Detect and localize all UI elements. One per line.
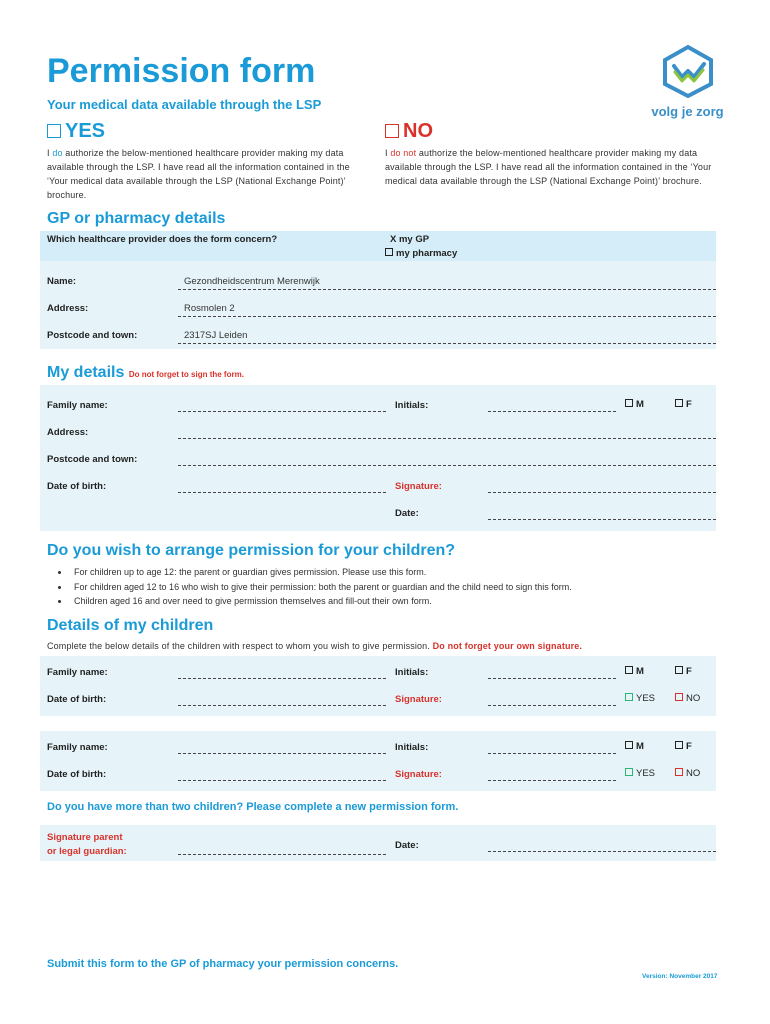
yes-checkbox[interactable] bbox=[625, 768, 633, 776]
gp-question: Which healthcare provider does the form concern? bbox=[47, 234, 278, 245]
no-highlight: do not bbox=[390, 148, 417, 158]
gp-address-label: Address: bbox=[47, 303, 89, 314]
my-details-heading-row bbox=[47, 364, 244, 382]
child-2-yes[interactable]: YES bbox=[625, 768, 655, 779]
m-checkbox[interactable] bbox=[625, 741, 633, 749]
children-heading: Details of my children bbox=[47, 617, 214, 634]
sign-reminder: Do not forget to sign the form. bbox=[128, 370, 244, 379]
f-checkbox[interactable] bbox=[675, 666, 683, 674]
children-rule: • Children aged 16 and over need to give permission themselves and fill-out their own form. bbox=[70, 594, 727, 609]
child-2-gender-m[interactable]: M bbox=[625, 741, 644, 752]
child-2-initials-input[interactable] bbox=[488, 752, 616, 754]
my-date-input[interactable] bbox=[488, 518, 716, 520]
gp-name-line bbox=[178, 288, 716, 290]
child-2-signature-input[interactable] bbox=[488, 779, 616, 781]
child-1-no[interactable]: NO bbox=[675, 693, 700, 704]
my-gender-f[interactable]: F bbox=[675, 399, 692, 410]
logo-text: volg je zorg bbox=[651, 104, 724, 119]
child-1-family-label: Family name: bbox=[47, 667, 108, 678]
child-1-gender-m[interactable]: M bbox=[625, 666, 644, 677]
my-address-label: Address: bbox=[47, 427, 89, 438]
my-address-input[interactable] bbox=[178, 437, 716, 439]
no-checkbox[interactable] bbox=[385, 124, 399, 138]
guardian-signature-input[interactable] bbox=[178, 853, 386, 855]
consent-no-option[interactable] bbox=[385, 120, 433, 143]
option-pharmacy[interactable]: my pharmacy bbox=[385, 248, 457, 259]
my-gender-m[interactable]: M bbox=[625, 399, 644, 410]
more-children-note: Do you have more than two children? Please complete a new permission form. bbox=[47, 801, 459, 813]
child-2-family-input[interactable] bbox=[178, 752, 386, 754]
gp-address-line bbox=[178, 315, 716, 317]
gp-heading: GP or pharmacy details bbox=[47, 210, 226, 227]
my-family-input[interactable] bbox=[178, 410, 386, 412]
my-dob-input[interactable] bbox=[178, 491, 386, 493]
child-1-signature-input[interactable] bbox=[488, 704, 616, 706]
child-1-initials-label: Initials: bbox=[395, 667, 429, 678]
no-checkbox[interactable] bbox=[675, 693, 683, 701]
guardian-panel bbox=[40, 825, 716, 861]
child-1-yes[interactable]: YES bbox=[625, 693, 655, 704]
guardian-date-input[interactable] bbox=[488, 850, 716, 852]
gp-postcode-line bbox=[178, 342, 716, 344]
consent-no-text: I do not authorize the below-mentioned healthcare provider making my data available through the LSP. I have read all the information contained in the ‘Your medical data available through the LSP (National Exchange Point)’ brochure. bbox=[385, 148, 712, 186]
gp-address-value[interactable]: Rosmolen 2 bbox=[184, 303, 235, 314]
child-2-gender-f[interactable]: F bbox=[675, 741, 692, 752]
my-details-heading: My details bbox=[47, 364, 125, 381]
logo bbox=[650, 44, 725, 119]
gp-details-panel bbox=[40, 261, 716, 349]
yes-label: YES bbox=[65, 120, 106, 142]
children-intro-warning: Do not forget your own signature. bbox=[432, 641, 583, 651]
children-rules-list bbox=[47, 565, 727, 609]
my-details-panel bbox=[40, 385, 716, 531]
guardian-date-label: Date: bbox=[395, 840, 419, 851]
child-1-dob-input[interactable] bbox=[178, 704, 386, 706]
children-question-heading: Do you wish to arrange permission for your children? bbox=[47, 542, 456, 559]
m-checkbox[interactable] bbox=[625, 666, 633, 674]
page-subtitle: Your medical data available through the LSP bbox=[47, 97, 322, 112]
f-checkbox[interactable] bbox=[675, 741, 683, 749]
yes-highlight: do bbox=[52, 148, 63, 158]
page-title: Permission form bbox=[47, 52, 316, 90]
child-2-initials-label: Initials: bbox=[395, 742, 429, 753]
my-initials-label: Initials: bbox=[395, 400, 429, 411]
no-checkbox[interactable] bbox=[675, 768, 683, 776]
child-2-signature-label: Signature: bbox=[395, 769, 442, 780]
volg-je-zorg-logo-icon bbox=[658, 44, 718, 98]
child-2-no[interactable]: NO bbox=[675, 768, 700, 779]
option-gp[interactable]: X my GP bbox=[390, 234, 430, 245]
my-signature-input[interactable] bbox=[488, 491, 716, 493]
submit-instruction: Submit this form to the GP of pharmacy your permission concerns. bbox=[47, 958, 399, 970]
my-date-label: Date: bbox=[395, 508, 419, 519]
pharmacy-checkbox[interactable] bbox=[385, 248, 393, 256]
my-signature-label: Signature: bbox=[395, 481, 442, 492]
guardian-signature-label: Signature parent or legal guardian: bbox=[47, 832, 127, 857]
yes-checkbox[interactable] bbox=[47, 124, 61, 138]
gp-postcode-label: Postcode and town: bbox=[47, 330, 138, 341]
child-1-initials-input[interactable] bbox=[488, 677, 616, 679]
my-family-label: Family name: bbox=[47, 400, 108, 411]
my-dob-label: Date of birth: bbox=[47, 481, 107, 492]
children-rule: • For children aged 12 to 16 who wish to give their permission: both the parent or guardian and the child need to sign this form. bbox=[70, 580, 727, 595]
gp-name-label: Name: bbox=[47, 276, 77, 287]
child-1-family-input[interactable] bbox=[178, 677, 386, 679]
child-2-dob-input[interactable] bbox=[178, 779, 386, 781]
child-2-family-label: Family name: bbox=[47, 742, 108, 753]
child-1-signature-label: Signature: bbox=[395, 694, 442, 705]
my-postcode-label: Postcode and town: bbox=[47, 454, 138, 465]
child-2-dob-label: Date of birth: bbox=[47, 769, 107, 780]
children-rule: • For children up to age 12: the parent or guardian gives permission. Please use this form. bbox=[70, 565, 727, 580]
child-1-dob-label: Date of birth: bbox=[47, 694, 107, 705]
yes-checkbox[interactable] bbox=[625, 693, 633, 701]
my-initials-input[interactable] bbox=[488, 410, 616, 412]
no-label: NO bbox=[403, 120, 433, 142]
child-2-panel bbox=[40, 731, 716, 791]
gp-name-value[interactable]: Gezondheidscentrum Merenwijk bbox=[184, 276, 320, 287]
m-checkbox[interactable] bbox=[625, 399, 633, 407]
consent-yes-text: I do authorize the below-mentioned healthcare provider making my data available through the LSP. I have read all the information contained in the ‘Your medical data available through the LSP (National Exchange Point)’ brochure. bbox=[47, 148, 350, 200]
consent-yes-option[interactable] bbox=[47, 120, 105, 143]
version-label: Version: November 2017 bbox=[642, 973, 718, 980]
f-checkbox[interactable] bbox=[675, 399, 683, 407]
gp-postcode-value[interactable]: 2317SJ Leiden bbox=[184, 330, 248, 341]
children-intro: Complete the below details of the children with respect to whom you wish to give permission. Do not forget your own signature. bbox=[47, 641, 583, 651]
child-1-panel bbox=[40, 656, 716, 716]
my-postcode-input[interactable] bbox=[178, 464, 716, 466]
child-1-gender-f[interactable]: F bbox=[675, 666, 692, 677]
